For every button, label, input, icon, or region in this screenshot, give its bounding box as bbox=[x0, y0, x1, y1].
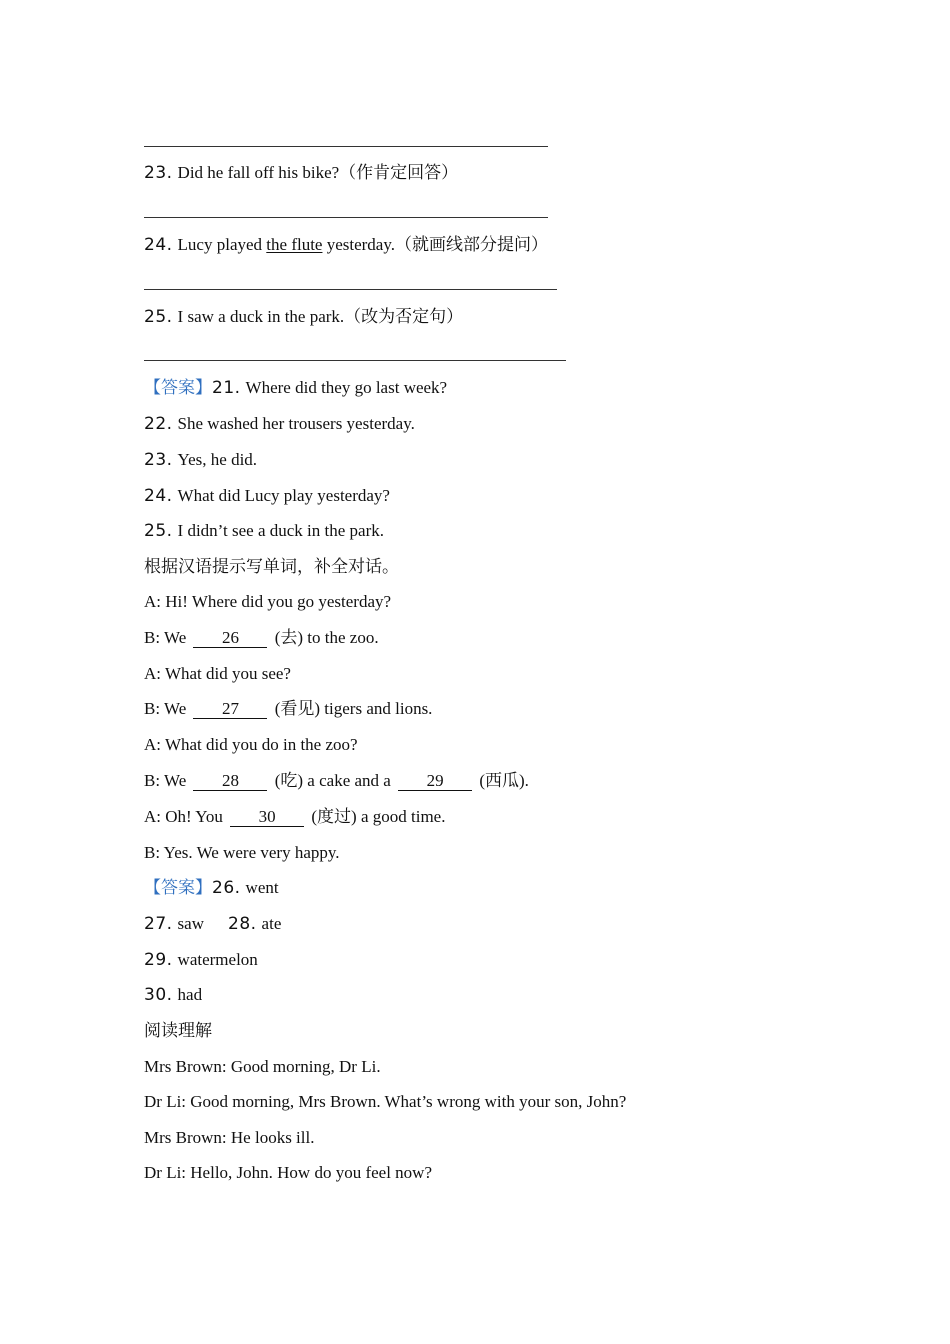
dialogue-text-post: (西瓜). bbox=[475, 771, 529, 790]
dialogue-line-7 bbox=[144, 806, 445, 828]
answer-text: had bbox=[177, 985, 203, 1004]
answer-23 bbox=[144, 449, 257, 471]
answer-number: 27. bbox=[144, 914, 173, 934]
question-text-post: yesterday.（就画线部分提问） bbox=[322, 235, 549, 254]
answer-line-25[interactable] bbox=[144, 360, 566, 361]
answer-text: ate bbox=[261, 914, 282, 933]
answer-text: Yes, he did. bbox=[177, 450, 258, 469]
dialogue-line-1: A: Hi! Where did you go yesterday? bbox=[144, 592, 392, 611]
answer-text: saw bbox=[177, 914, 204, 933]
answer-text: What did Lucy play yesterday? bbox=[177, 486, 390, 505]
answer-number: 24. bbox=[144, 486, 173, 506]
question-number: 23. bbox=[144, 163, 173, 183]
dialogue-text-pre: B: We bbox=[144, 628, 191, 647]
answer-number: 29. bbox=[144, 950, 173, 970]
answer-text: Where did they go last week? bbox=[245, 378, 448, 397]
answer-text: She washed her trousers yesterday. bbox=[177, 414, 415, 433]
answer-number: 22. bbox=[144, 414, 173, 434]
answer-line-23[interactable] bbox=[144, 217, 548, 218]
dialogue-line-3: A: What did you see? bbox=[144, 664, 291, 683]
dialogue-text-pre: A: Oh! You bbox=[144, 807, 228, 826]
answer-24 bbox=[144, 485, 390, 507]
answer-number: 26. bbox=[212, 878, 241, 898]
answer-text: watermelon bbox=[177, 950, 258, 969]
dialogue-line-5: A: What did you do in the zoo? bbox=[144, 735, 358, 754]
answer-25 bbox=[144, 520, 384, 542]
blank-29[interactable]: 29 bbox=[398, 772, 472, 791]
reading-line-2: Dr Li: Good morning, Mrs Brown. What’s wrong with your son, John? bbox=[144, 1092, 627, 1111]
question-24 bbox=[144, 234, 548, 256]
answer-number: 21. bbox=[212, 378, 241, 398]
dialogue-text-mid: (吃) a cake and a bbox=[270, 771, 396, 790]
answer-tag: 【答案】 bbox=[144, 378, 212, 397]
dialogue-text-post: (度过) a good time. bbox=[307, 807, 446, 826]
section-instruction: 根据汉语提示写单词，补全对话。 bbox=[144, 557, 399, 576]
dialogue-text-post: (看见) tigers and lions. bbox=[270, 699, 433, 718]
dialogue-line-6 bbox=[144, 770, 529, 792]
answer-number: 23. bbox=[144, 450, 173, 470]
reading-line-4: Dr Li: Hello, John. How do you feel now? bbox=[144, 1163, 433, 1182]
answer-number: 30. bbox=[144, 985, 173, 1005]
dialogue-text-pre: B: We bbox=[144, 771, 191, 790]
blank-27[interactable]: 27 bbox=[193, 700, 267, 719]
blank-28[interactable]: 28 bbox=[193, 772, 267, 791]
answer-text: I didn’t see a duck in the park. bbox=[177, 521, 385, 540]
question-23 bbox=[144, 162, 458, 184]
dialogue-text-post: (去) to the zoo. bbox=[270, 628, 379, 647]
blank-26[interactable]: 26 bbox=[193, 629, 267, 648]
answer-number: 28. bbox=[228, 914, 257, 934]
dialogue-text-pre: B: We bbox=[144, 699, 191, 718]
answer-26 bbox=[144, 877, 279, 899]
answer-30 bbox=[144, 984, 202, 1006]
reading-line-1: Mrs Brown: Good morning, Dr Li. bbox=[144, 1057, 381, 1076]
blank-30[interactable]: 30 bbox=[230, 808, 304, 827]
answer-text: went bbox=[245, 878, 279, 897]
answer-21 bbox=[144, 377, 447, 399]
answer-22 bbox=[144, 413, 415, 435]
answer-number: 25. bbox=[144, 521, 173, 541]
answer-line-22[interactable] bbox=[144, 146, 548, 147]
question-text-pre: Lucy played bbox=[177, 235, 267, 254]
question-number: 24. bbox=[144, 235, 173, 255]
answer-27-28 bbox=[144, 913, 281, 935]
question-number: 25. bbox=[144, 307, 173, 327]
dialogue-line-8: B: Yes. We were very happy. bbox=[144, 843, 340, 862]
question-text: I saw a duck in the park.（改为否定句） bbox=[177, 307, 464, 326]
section-title: 阅读理解 bbox=[144, 1021, 212, 1040]
answer-29 bbox=[144, 949, 258, 971]
question-25 bbox=[144, 306, 463, 328]
question-text: Did he fall off his bike?（作肯定回答） bbox=[177, 163, 459, 182]
answer-line-24[interactable] bbox=[144, 289, 557, 290]
underlined-phrase: the flute bbox=[266, 235, 323, 254]
dialogue-line-2 bbox=[144, 627, 379, 649]
dialogue-line-4 bbox=[144, 698, 432, 720]
reading-line-3: Mrs Brown: He looks ill. bbox=[144, 1128, 315, 1147]
answer-tag: 【答案】 bbox=[144, 878, 212, 897]
